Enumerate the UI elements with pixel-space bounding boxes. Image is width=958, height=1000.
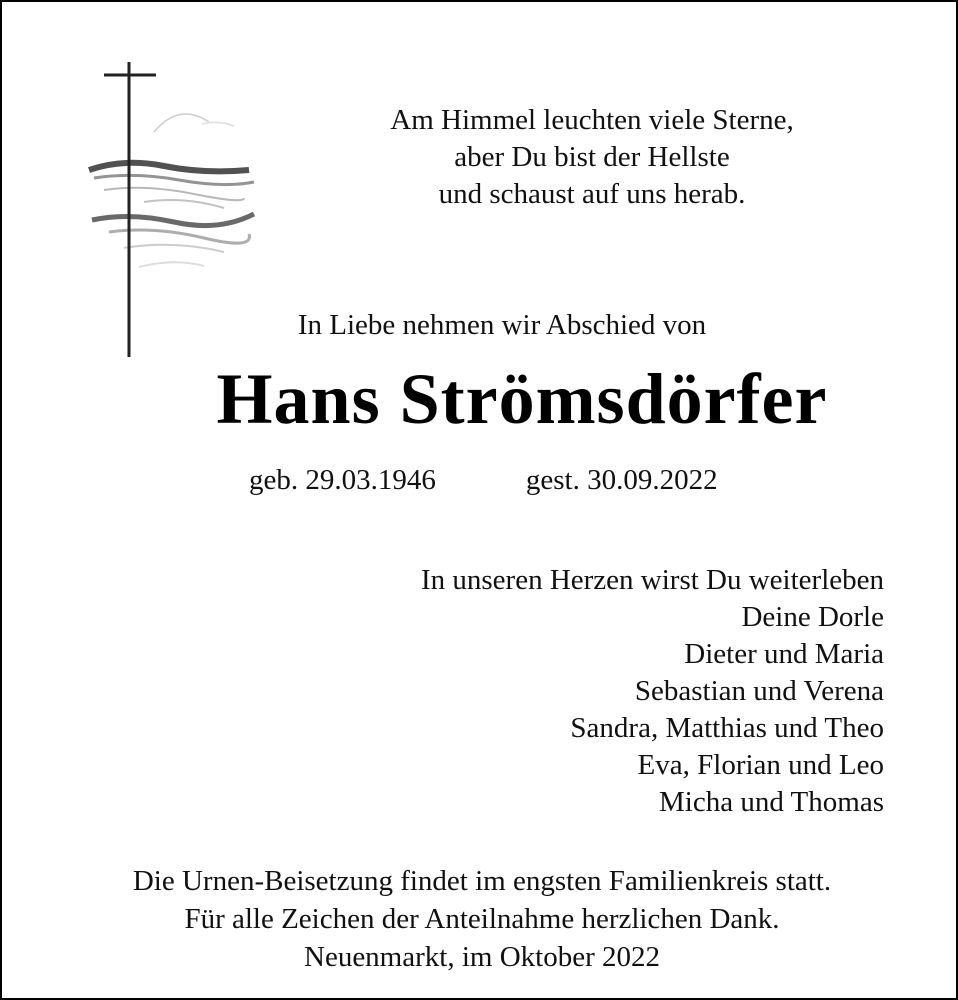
mourners-line: Sebastian und Verena [634,675,884,707]
mourners-list [421,562,884,821]
mourners-line: Deine Dorle [741,601,884,633]
closing-line: Neuenmarkt, im Oktober 2022 [304,941,660,973]
closing-note [82,862,882,976]
farewell-intro: In Liebe nehmen wir Abschied von [297,309,707,341]
death-date: gest. 30.09.2022 [525,464,718,496]
closing-line: Für alle Zeichen der Anteilnahme herzlichen Dank. [184,903,780,935]
deceased-name: Hans Strömsdörfer [216,359,828,439]
poem-line: und schaust auf uns herab. [438,178,746,210]
poem-line: Am Himmel leuchten viele Sterne, [390,104,794,136]
closing-line: Die Urnen-Beisetzung findet im engsten Familienkreis statt. [132,865,832,897]
mourners-line: Sandra, Matthias und Theo [570,712,884,744]
birth-date: geb. 29.03.1946 [249,464,436,496]
mourners-line: Dieter und Maria [684,638,884,670]
poem-line: aber Du bist der Hellste [454,141,730,173]
life-dates [249,464,718,497]
mourners-line: Micha und Thomas [659,786,884,818]
mourners-line: Eva, Florian und Leo [637,749,884,781]
poem [302,102,882,213]
mourners-line: In unseren Herzen wirst Du weiterleben [420,564,884,596]
